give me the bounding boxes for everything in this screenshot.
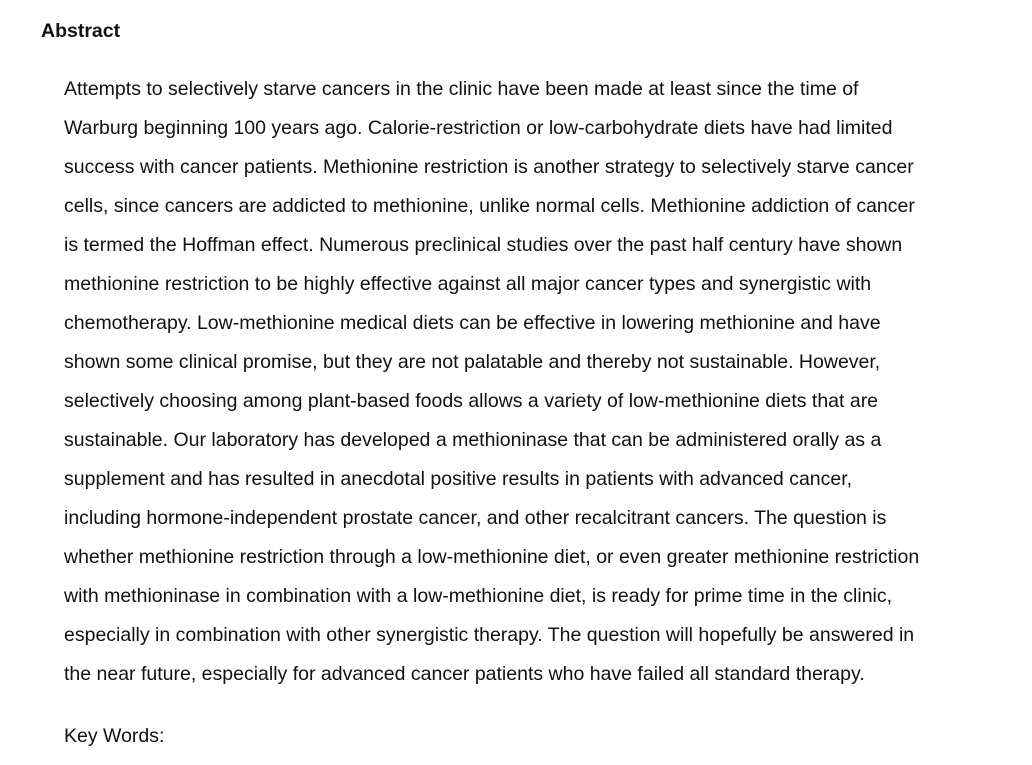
abstract-body xyxy=(64,70,1004,694)
abstract-line: success with cancer patients. Methionine restriction is another strategy to selectively starve cancer xyxy=(64,156,914,178)
abstract-line: Attempts to selectively starve cancers in the clinic have been made at least since the time of xyxy=(64,78,859,100)
abstract-line: whether methionine restriction through a low-methionine diet, or even greater methionine restriction xyxy=(64,546,920,568)
abstract-line: selectively choosing among plant-based foods allows a variety of low-methionine diets that are xyxy=(64,390,879,412)
abstract-heading: Abstract xyxy=(41,20,121,42)
abstract-line: Warburg beginning 100 years ago. Calorie-restriction or low-carbohydrate diets have had limited xyxy=(64,117,893,139)
abstract-line: methionine restriction to be highly effective against all major cancer types and synergistic with xyxy=(64,273,872,295)
abstract-line: especially in combination with other synergistic therapy. The question will hopefully be answered in xyxy=(64,624,915,646)
abstract-line: the near future, especially for advanced cancer patients who have failed all standard therapy. xyxy=(64,663,865,685)
abstract-line: cells, since cancers are addicted to methionine, unlike normal cells. Methionine addiction of cancer xyxy=(64,195,915,217)
abstract-line: chemotherapy. Low-methionine medical diets can be effective in lowering methionine and have xyxy=(64,312,881,334)
abstract-line: including hormone-independent prostate cancer, and other recalcitrant cancers. The question is xyxy=(64,507,887,529)
abstract-line: is termed the Hoffman effect. Numerous preclinical studies over the past half century have shown xyxy=(64,234,903,256)
abstract-line: sustainable. Our laboratory has developed a methioninase that can be administered orally as a xyxy=(64,429,882,451)
abstract-line: supplement and has resulted in anecdotal positive results in patients with advanced cancer, xyxy=(64,468,853,490)
abstract-line: shown some clinical promise, but they are not palatable and thereby not sustainable. However, xyxy=(64,351,881,373)
abstract-line: with methioninase in combination with a low-methionine diet, is ready for prime time in the clinic, xyxy=(64,585,893,607)
key-words-label: Key Words: xyxy=(64,725,165,747)
